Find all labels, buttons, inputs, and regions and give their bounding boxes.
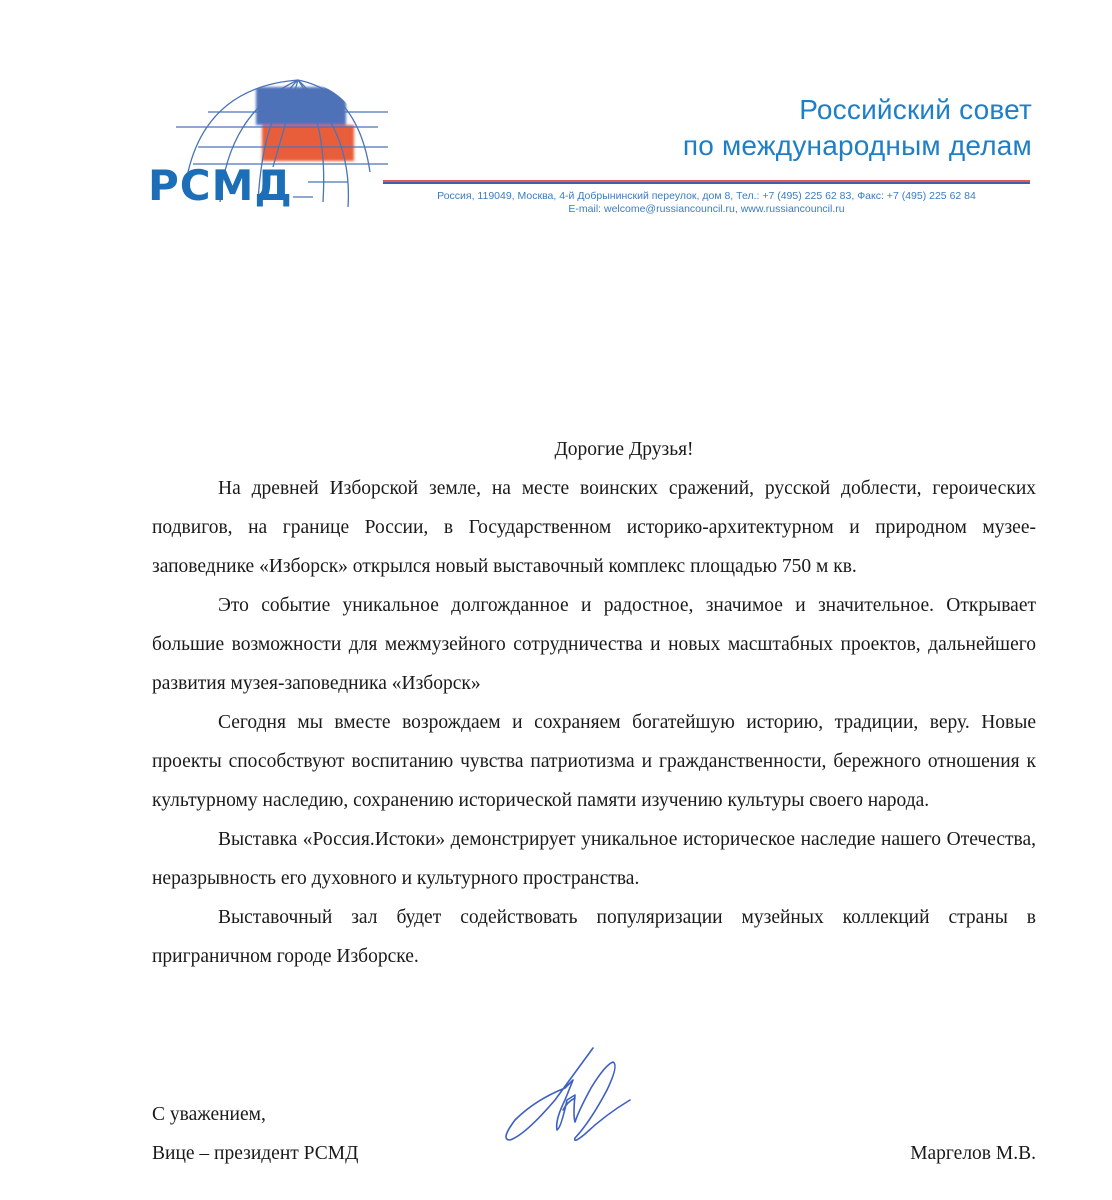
paragraph: На древней Изборской земле, на месте воинских сражений, русской доблести, героических подвигов, на границе России, в Государственном историко-архитектурном и природном музее-заповеднике «Изборск» открылся новый выставочный комплекс площадью 750 м кв. [152, 478, 1036, 577]
paragraph: Сегодня мы вместе возрождаем и сохраняем богатейшую историю, традиции, веру. Новые проекты способствуют воспитанию чувства патриотизма и гражданственности, бережного отношения к культурному наследию, сохранению исторической памяти изучению культуры своего народа. [152, 712, 1036, 811]
letter-body [152, 430, 1036, 976]
globe-logo-icon [148, 72, 388, 222]
handwritten-signature [495, 1040, 655, 1150]
paragraph: Это событие уникальное долгожданное и радостное, значимое и значительное. Открывает большие возможности для межмузейного сотрудничества и новых масштабных проектов, дальнейшего развития музея-заповедника «Изборск» [152, 595, 1036, 694]
closing-block [152, 1095, 358, 1173]
signer-title: Вице – президент РСМД [152, 1143, 359, 1164]
contact-info [383, 190, 1030, 216]
greeting: Дорогие Друзья! [554, 439, 694, 460]
signer-name: Маргелов М.В. [910, 1143, 1036, 1164]
divider-blue-stripe [383, 182, 1030, 184]
org-name-line-1: Российский совет [799, 94, 1032, 125]
logo-wordmark: РСМД [148, 161, 293, 210]
rsmd-logo [148, 72, 388, 222]
email-line: E-mail: welcome@russiancouncil.ru, www.russiancouncil.ru [568, 203, 845, 215]
organization-name [683, 92, 1032, 164]
address-line: Россия, 119049, Москва, 4-й Добрынинский переулок, дом 8, Тел.: +7 (495) 225 62 83, Факс: +7 (495) 225 62 84 [437, 190, 976, 202]
header-divider [383, 180, 1030, 184]
org-name-line-2: по международным делам [682, 130, 1032, 161]
paragraph: Выставка «Россия.Истоки» демонстрирует уникальное историческое наследие нашего Отечества, неразрывность его духовного и культурного пространства. [152, 829, 1036, 889]
closing-phrase: С уважением, [152, 1104, 266, 1125]
paragraph: Выставочный зал будет содействовать популяризации музейных коллекций страны в приграничном городе Изборске. [152, 907, 1036, 967]
